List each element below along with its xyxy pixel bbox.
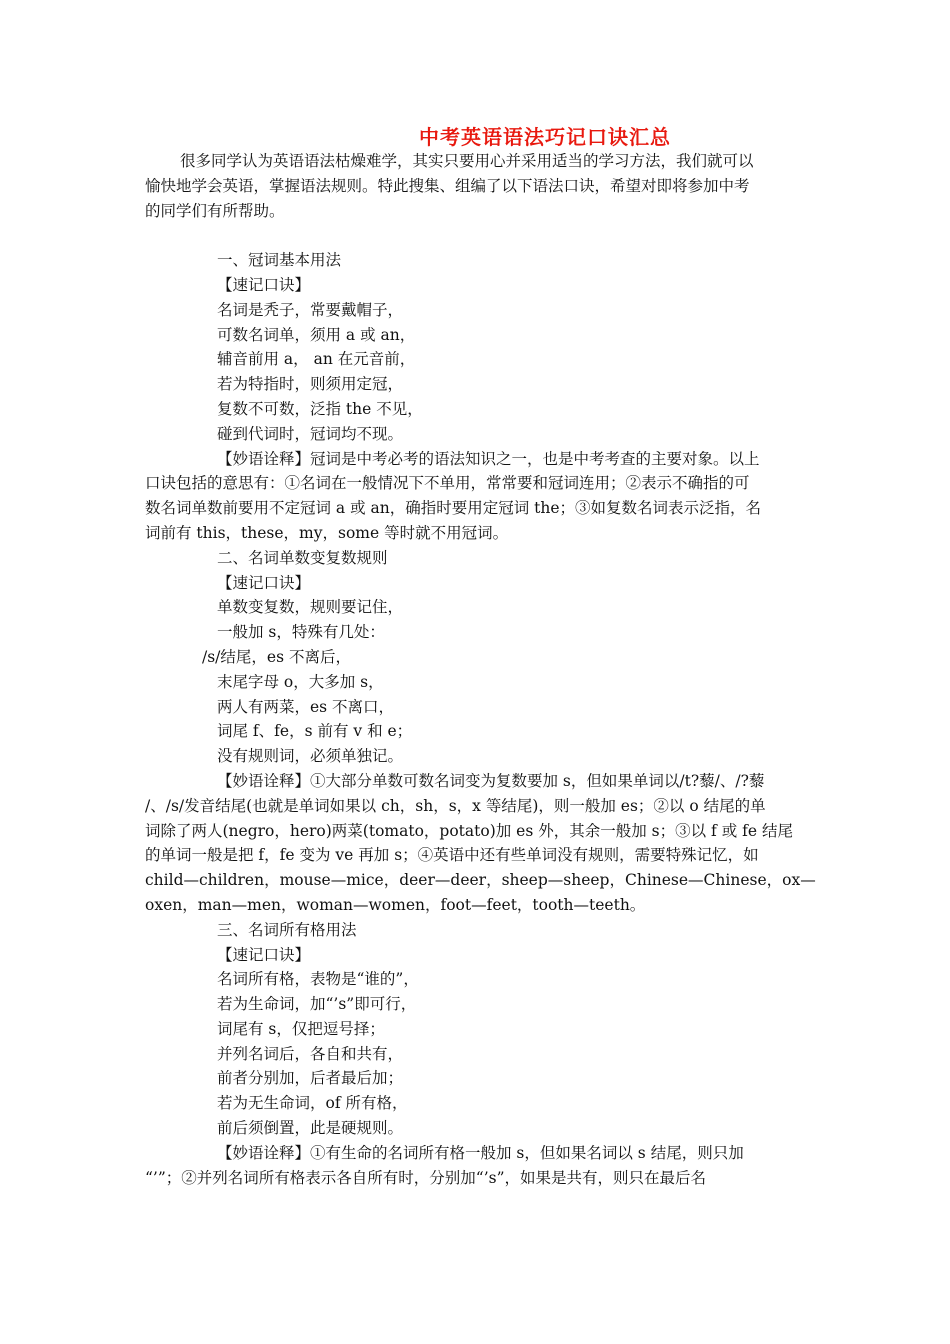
mnemonic-line: 碰到代词时，冠词均不现。 [217, 424, 404, 443]
mnemonic-line: 前后须倒置，此是硬规则。 [217, 1119, 404, 1138]
intro-line: 很多同学认为英语语法枯燥难学，其实只要用心并采用适当的学习方法，我们就可以 [180, 152, 754, 170]
mnemonic-line: 复数不可数，泛指 the 不见， [217, 399, 423, 418]
explanation-line: 【妙语诠释】①有生命的名词所有格一般加 s，但如果名词以 s 结尾，则只加 [217, 1143, 744, 1162]
explanation-line: “’”；②并列名词所有格表示各自所有时，分别加“’s”，如果是共有，则只在最后名 [145, 1168, 707, 1187]
mnemonic-line: 辅音前用 a， an 在元音前， [217, 350, 416, 369]
mnemonic-line: 词尾 f、fe，s 前有 v 和 e； [217, 722, 413, 741]
explanation-line: 口诀包括的意思有：①名词在一般情况下不单用，常常要和冠词连用；②表示不确指的可 [145, 474, 750, 493]
spacer [145, 223, 805, 248]
mnemonic-tag: 【速记口诀】 [217, 573, 311, 592]
mnemonic-line: 两人有两菜，es 不离口， [217, 697, 395, 716]
mnemonic-line: /s/结尾，es 不离后， [202, 647, 351, 666]
document-title: 中考英语语法巧记口诀汇总 [419, 125, 671, 149]
intro-line: 愉快地学会英语，掌握语法规则。特此搜集、组编了以下语法口诀，希望对即将参加中考 [145, 176, 750, 195]
explanation-line: 的单词一般是把 f，fe 变为 ve 再加 s；④英语中还有些单词没有规则，需要特殊记忆，如 [145, 846, 759, 865]
section-heading: 一、冠词基本用法 [217, 251, 342, 270]
explanation-line: 词前有 this，these，my，some 等时就不用冠词。 [145, 523, 509, 542]
mnemonic-line: 若为生命词，加“’s”即可行， [217, 995, 417, 1014]
explanation-line: oxen，man—men，woman—women，foot—feet，tooth—teeth。 [145, 895, 646, 914]
mnemonic-line: 若为特指时，则须用定冠， [217, 375, 404, 394]
mnemonic-line: 词尾有 s，仅把逗号择； [217, 1019, 385, 1038]
explanation-line: 【妙语诠释】冠词是中考必考的语法知识之一，也是中考考查的主要对象。以上 [217, 449, 760, 468]
section-heading: 二、名词单数变复数规则 [217, 548, 388, 567]
mnemonic-line: 若为无生命词，of 所有格， [217, 1094, 408, 1113]
section-heading: 三、名词所有格用法 [217, 920, 357, 939]
intro-line: 的同学们有所帮助。 [145, 201, 285, 220]
explanation-line: /、/s/发音结尾(也就是单词如果以 ch，sh，s，x 等结尾)，则一般加 es；②以 o 结尾的单 [145, 796, 766, 815]
mnemonic-line: 单数变复数，规则要记住， [217, 598, 404, 617]
explanation-line: 词除了两人(negro，hero)两菜(tomato，potato)加 es 外，其余一般加 s；③以 f 或 fe 结尾 [145, 821, 793, 840]
mnemonic-line: 名词所有格，表物是“谁的”， [217, 970, 419, 989]
explanation-line: 【妙语诠释】①大部分单数可数名词变为复数要加 s，但如果单词以/t?藜/、/?藜 [217, 771, 765, 790]
mnemonic-line: 前者分别加，后者最后加； [217, 1069, 404, 1088]
mnemonic-line: 并列名词后，各自和共有， [217, 1044, 404, 1063]
explanation-line: child—children，mouse—mice，deer—deer，sheep—sheep，Chinese—Chinese，ox— [145, 871, 816, 890]
mnemonic-tag: 【速记口诀】 [217, 945, 311, 964]
document-body [145, 149, 816, 1190]
mnemonic-line: 一般加 s，特殊有几处： [217, 623, 385, 642]
mnemonic-line: 没有规则词，必须单独记。 [217, 747, 404, 766]
mnemonic-line: 名词是秃子，常要戴帽子， [217, 300, 404, 319]
mnemonic-tag: 【速记口诀】 [217, 275, 311, 294]
mnemonic-line: 末尾字母 o，大多加 s， [217, 672, 384, 691]
explanation-line: 数名词单数前要用不定冠词 a 或 an，确指时要用定冠词 the；③如复数名词表示泛指，名 [145, 499, 762, 518]
mnemonic-line: 可数名词单，须用 a 或 an， [217, 325, 416, 344]
